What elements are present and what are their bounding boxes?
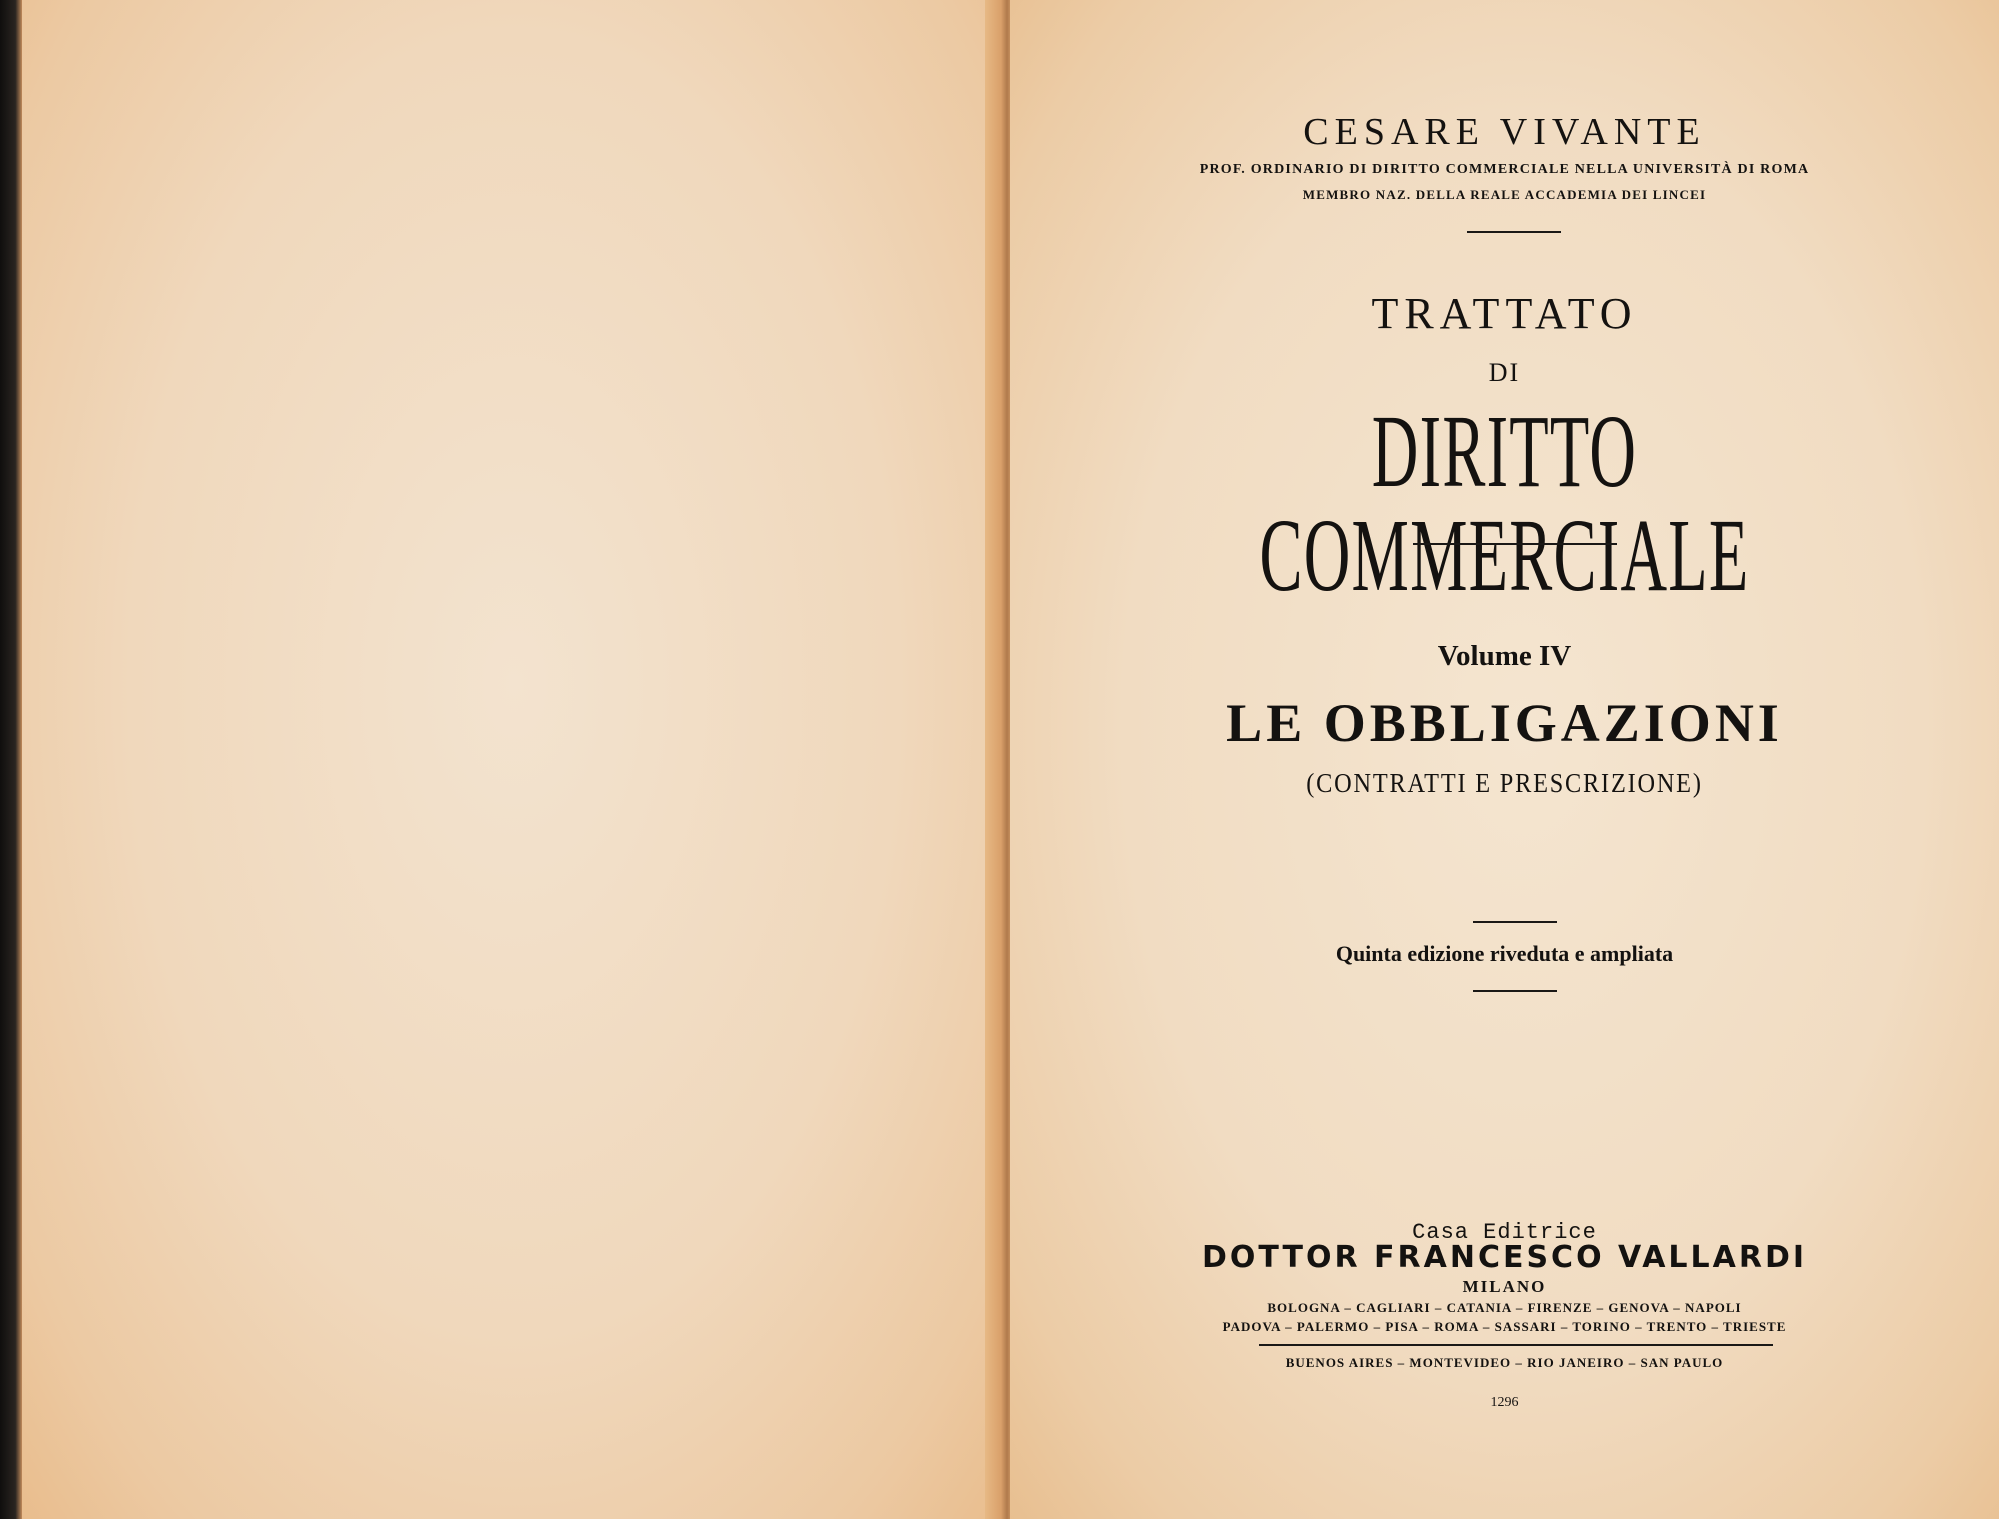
branch-cities: BOLOGNA – CAGLIARI – CATANIA – FIRENZE – GENOVA – NAPOLI bbox=[1267, 1300, 1742, 1315]
book-title: DIRITTO COMMERCIALE bbox=[1259, 394, 1750, 613]
author-name: CESARE VIVANTE bbox=[1303, 111, 1706, 153]
divider-rule bbox=[1467, 231, 1561, 233]
publisher-city: MILANO bbox=[1462, 1277, 1547, 1296]
volume-label: Volume IV bbox=[1437, 640, 1572, 672]
print-number: 1296 bbox=[1490, 1395, 1519, 1410]
branch-cities: PADOVA – PALERMO – PISA – ROMA – SASSARI – TORINO – TRENTO – TRIESTE bbox=[1222, 1319, 1787, 1334]
author-membership: MEMBRO NAZ. DELLA REALE ACCADEMIA DEI LINCEI bbox=[1302, 187, 1707, 202]
divider-rule bbox=[1259, 1344, 1773, 1346]
divider-rule bbox=[1473, 990, 1557, 992]
publisher-name: DOTTOR FRANCESCO VALLARDI bbox=[1201, 1240, 1808, 1275]
author-affiliation: PROF. ORDINARIO DI DIRITTO COMMERCIALE NELLA UNIVERSITÀ DI ROMA bbox=[1199, 162, 1810, 177]
foreign-branches: BUENOS AIRES – MONTEVIDEO – RIO JANEIRO – SAN PAULO bbox=[1285, 1355, 1724, 1370]
left-blank-page bbox=[22, 0, 1007, 1519]
title-line-trattato: TRATTATO bbox=[1371, 289, 1638, 338]
edition-note: Quinta edizione riveduta e ampliata bbox=[1335, 941, 1674, 966]
publisher-label: Casa Editrice bbox=[1412, 1220, 1597, 1245]
volume-subtitle: (CONTRATTI E PRESCRIZIONE) bbox=[1306, 768, 1703, 798]
title-line-di: DI bbox=[1488, 358, 1521, 387]
volume-subject: LE OBBLIGAZIONI bbox=[1226, 693, 1783, 753]
divider-rule bbox=[1473, 921, 1557, 923]
divider-rule bbox=[1413, 543, 1617, 545]
book-cover-edge bbox=[0, 0, 22, 1519]
